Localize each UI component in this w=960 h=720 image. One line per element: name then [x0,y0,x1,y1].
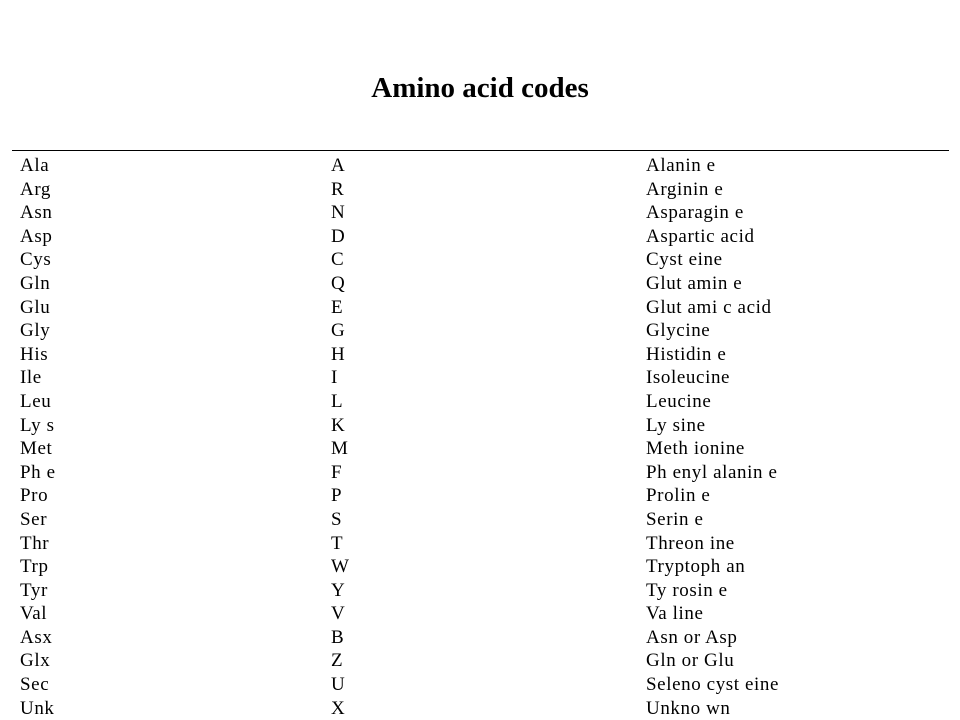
amino-acid-name: Glycine [646,320,711,342]
three-letter-code: His [20,343,49,365]
one-letter-code: D [331,225,346,247]
amino-acid-table [20,154,940,720]
three-letter-code: Asx [20,626,53,648]
table-row [20,626,940,650]
one-letter-code: W [331,556,350,578]
three-letter-code: Gly [20,320,51,342]
table-row [20,201,940,225]
amino-acid-name: Seleno cyst eine [646,674,780,696]
amino-acid-name: Ly sine [646,414,706,436]
three-letter-code: Arg [20,178,52,200]
three-letter-code: Asp [20,225,53,247]
amino-acid-name: Va line [646,603,704,625]
three-letter-code: Unk [20,697,55,719]
amino-acid-name: Arginin e [646,178,724,200]
table-row [20,579,940,603]
amino-acid-name: Asparagin e [646,202,744,224]
amino-acid-name: Threon ine [646,532,735,554]
three-letter-code: Sec [20,674,50,696]
table-row [20,484,940,508]
amino-acid-name: Gln or Glu [646,650,735,672]
three-letter-code: Glx [20,650,51,672]
table-row [20,532,940,556]
amino-acid-name: Glut amin e [646,272,743,294]
table-row [20,248,940,272]
one-letter-code: S [331,508,343,530]
three-letter-code: Ile [20,367,42,389]
one-letter-code: K [331,414,346,436]
table-row [20,555,940,579]
three-letter-code: Met [20,438,53,460]
three-letter-code: Trp [20,556,49,578]
amino-acid-name: Serin e [646,508,704,530]
amino-acid-name: Prolin e [646,485,711,507]
one-letter-code: H [331,343,346,365]
table-row [20,437,940,461]
one-letter-code: Z [331,650,344,672]
amino-acid-name: Glut ami c acid [646,296,772,318]
table-row [20,602,940,626]
one-letter-code: M [331,438,349,460]
one-letter-code: N [331,202,346,224]
three-letter-code: Thr [20,532,50,554]
three-letter-code: Cys [20,249,52,271]
one-letter-code: G [331,320,346,342]
amino-acid-name: Asn or Asp [646,626,738,648]
one-letter-code: E [331,296,344,318]
amino-acid-name: Ph enyl alanin e [646,461,778,483]
three-letter-code: Tyr [20,579,48,601]
table-row [20,319,940,343]
one-letter-code: C [331,249,345,271]
one-letter-code: V [331,603,346,625]
one-letter-code: P [331,485,343,507]
one-letter-code: B [331,626,345,648]
table-row [20,343,940,367]
table-row [20,673,940,697]
amino-acid-name: Cyst eine [646,249,723,271]
amino-acid-name: Aspartic acid [646,225,755,247]
one-letter-code: R [331,178,345,200]
three-letter-code: Ph e [20,461,56,483]
table-row [20,649,940,673]
table-row [20,390,940,414]
table-row [20,508,940,532]
table-row [20,461,940,485]
one-letter-code: L [331,390,344,412]
three-letter-code: Leu [20,390,52,412]
amino-acid-name: Histidin e [646,343,727,365]
one-letter-code: Q [331,272,346,294]
three-letter-code: Gln [20,272,51,294]
table-row [20,225,940,249]
three-letter-code: Pro [20,485,49,507]
amino-acid-name: Alanin e [646,155,716,176]
one-letter-code: T [331,532,344,554]
one-letter-code: A [331,155,346,176]
amino-acid-name: Meth ionine [646,438,745,460]
table-top-rule [12,150,949,151]
one-letter-code: I [331,367,338,389]
table-row [20,697,940,720]
table-row [20,272,940,296]
amino-acid-name: Isoleucine [646,367,731,389]
table-row [20,366,940,390]
page-title: Amino acid codes [371,72,589,104]
table-row [20,154,940,178]
three-letter-code: Ala [20,155,50,176]
one-letter-code: U [331,674,346,696]
three-letter-code: Val [20,603,48,625]
table-row [20,414,940,438]
amino-acid-name: Unkno wn [646,697,731,719]
amino-acid-name: Tryptoph an [646,556,746,578]
one-letter-code: Y [331,579,346,601]
three-letter-code: Ly s [20,414,55,436]
three-letter-code: Ser [20,508,48,530]
three-letter-code: Glu [20,296,51,318]
three-letter-code: Asn [20,202,53,224]
one-letter-code: F [331,461,343,483]
amino-acid-name: Leucine [646,390,712,412]
table-row [20,178,940,202]
amino-acid-name: Ty rosin e [646,579,728,601]
one-letter-code: X [331,697,346,719]
table-row [20,296,940,320]
